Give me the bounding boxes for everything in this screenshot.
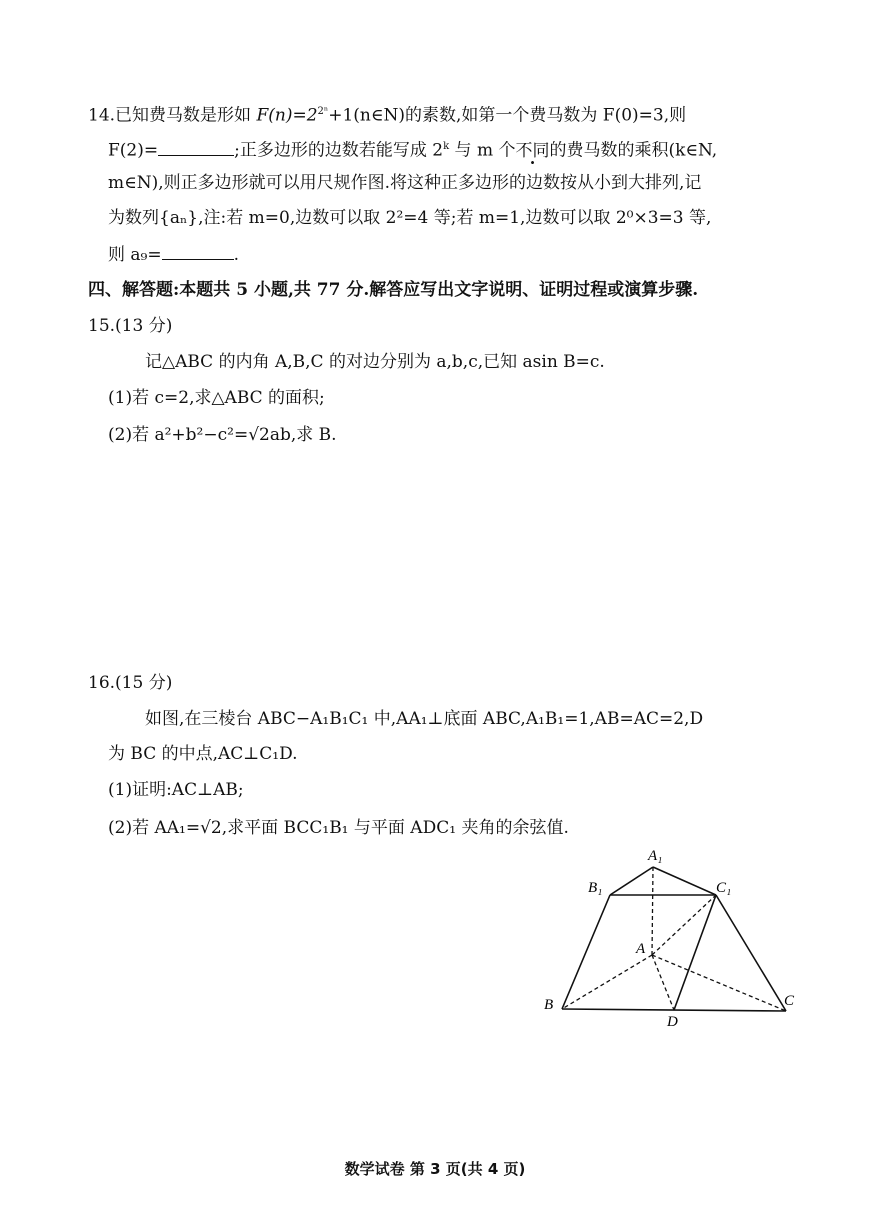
q15-header: 15.(13 分): [88, 316, 173, 336]
edge-a1c1: [653, 867, 716, 895]
q15-part-2: (2)若 a²+b²−c²=√2ab,求 B.: [108, 425, 337, 445]
edge-cc1: [716, 895, 786, 1011]
edge-ad: [652, 955, 674, 1010]
answer-blank-f2[interactable]: [158, 137, 234, 156]
q14-line-3: m∈N),则正多边形就可以用尺规作图.将这种正多边形的边数按从小到大排列,记: [108, 173, 702, 193]
emphasis-dots: 不同: [515, 140, 550, 161]
section-4-heading: 四、解答题:本题共 5 小题,共 77 分.解答应写出文字说明、证明过程或演算步骤.: [88, 280, 699, 300]
edge-a1b1: [610, 867, 653, 895]
edge-ac1: [652, 895, 716, 955]
edge-bb1: [562, 895, 610, 1009]
q16-header: 16.(15 分): [88, 673, 173, 693]
q16-stem-2: 为 BC 的中点,AC⊥C₁D.: [108, 744, 298, 764]
frustum-figure: [530, 845, 810, 1035]
q16-stem-1: 如图,在三棱台 ABC−A₁B₁C₁ 中,AA₁⊥底面 ABC,A₁B₁=1,AB=AC=2,D: [145, 709, 704, 729]
label-b1: B₁: [588, 880, 603, 896]
edge-aa1: [652, 867, 653, 955]
label-b: B: [544, 997, 554, 1013]
label-a1: A₁: [648, 848, 663, 864]
edge-ac: [652, 955, 786, 1011]
edge-ab: [562, 955, 652, 1009]
q15-stem: 记△ABC 的内角 A,B,C 的对边分别为 a,b,c,已知 asin B=c.: [145, 352, 605, 372]
label-c: C: [784, 993, 795, 1009]
label-c1: C₁: [716, 880, 732, 896]
label-a: A: [636, 941, 646, 957]
q15-part-1: (1)若 c=2,求△ABC 的面积;: [108, 388, 325, 408]
label-d: D: [667, 1014, 678, 1030]
q14-line-4: 为数列{aₙ},注:若 m=0,边数可以取 2²=4 等;若 m=1,边数可以取 2⁰×3=3 等,: [108, 208, 712, 228]
edge-c1d: [674, 895, 716, 1010]
page-footer: 数学试卷 第 3 页(共 4 页): [344, 1160, 526, 1178]
q16-part-1: (1)证明:AC⊥AB;: [108, 780, 244, 800]
q14-number: 14.: [88, 105, 116, 126]
q14-line-5: 则 a₉= .: [108, 241, 239, 267]
q14-line-1: 14.已知费马数是形如 $F(n)=2^{2^n}+1(n\in N)$的素数,如第一个费马数为 F(0)=3,则: [88, 105, 687, 126]
q16-part-2: (2)若 AA₁=√2,求平面 BCC₁B₁ 与平面 ADC₁ 夹角的余弦值.: [108, 818, 569, 838]
q14-line-2: F(2)= ;正多边形的边数若能写成 2$^k$ 与 m 个不同的费马数的乘积(k∈N,: [108, 135, 717, 163]
answer-blank-a9[interactable]: [162, 241, 234, 260]
